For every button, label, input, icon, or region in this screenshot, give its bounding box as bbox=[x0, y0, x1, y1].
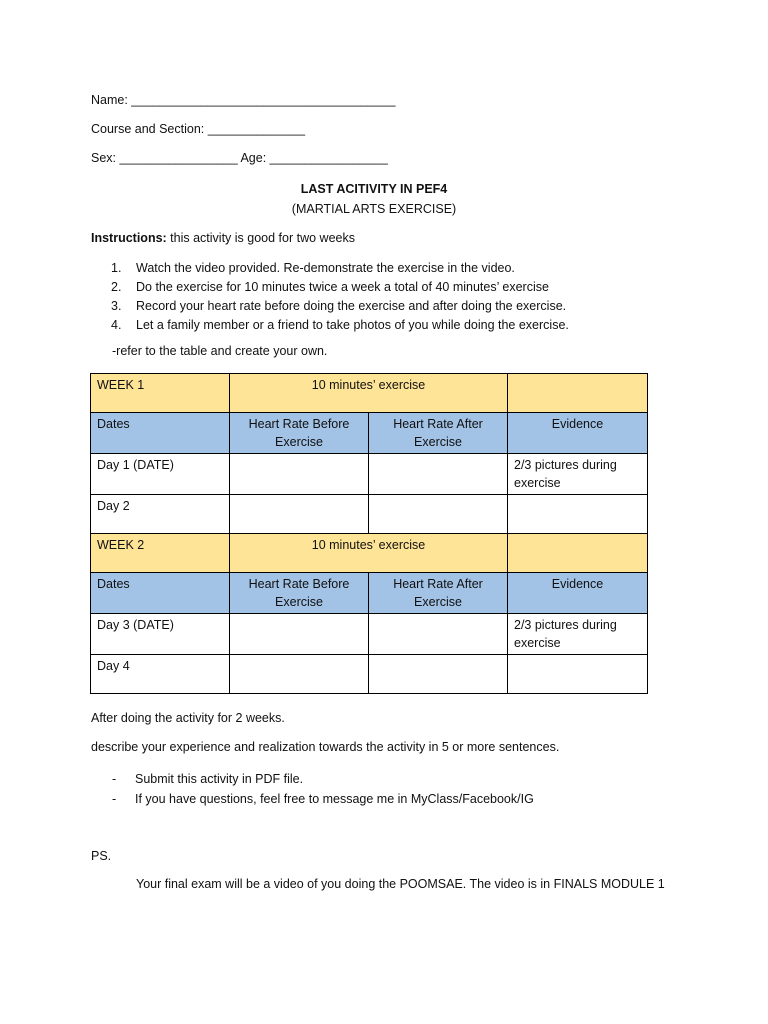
step-text: Let a family member or a friend to take photos of you while doing the exercise. bbox=[136, 318, 569, 332]
hr-before-cell bbox=[230, 454, 369, 495]
step-item bbox=[111, 316, 569, 335]
final-exam-note: Your final exam will be a video of you doing the POOMSAE. The video is in FINALS MODULE 1 bbox=[136, 877, 665, 891]
hr-before-cell bbox=[230, 655, 369, 694]
table-row bbox=[91, 655, 648, 694]
week-empty-cell bbox=[508, 374, 648, 413]
instructions bbox=[91, 231, 355, 245]
header-hr-after: Heart Rate After Exercise bbox=[369, 413, 508, 454]
refer-note: -refer to the table and create your own. bbox=[112, 344, 328, 358]
header-hr-after: Heart Rate After Exercise bbox=[369, 573, 508, 614]
step-text: Do the exercise for 10 minutes twice a week a total of 40 minutes’ exercise bbox=[136, 280, 549, 294]
step-text: Record your heart rate before doing the exercise and after doing the exercise. bbox=[136, 299, 567, 313]
instructions-label: Instructions: bbox=[91, 231, 167, 245]
week-row bbox=[91, 534, 648, 573]
day-label: Day 4 bbox=[91, 655, 230, 694]
day-label: Day 2 bbox=[91, 495, 230, 534]
submission-notes bbox=[112, 769, 534, 809]
header-hr-before: Heart Rate Before Exercise bbox=[230, 413, 369, 454]
table-row bbox=[91, 614, 648, 655]
ps-label: PS. bbox=[91, 849, 112, 863]
describe-text: describe your experience and realization towards the activity in 5 or more sentences. bbox=[91, 740, 560, 754]
header-row bbox=[91, 573, 648, 614]
document-subtitle: (MARTIAL ARTS EXERCISE) bbox=[291, 202, 457, 216]
dash-bullet: - bbox=[112, 792, 117, 806]
course-section-field: Course and Section: ______________ bbox=[91, 122, 306, 136]
evidence-cell bbox=[508, 655, 648, 694]
hr-after-cell bbox=[369, 614, 508, 655]
week-label: WEEK 1 bbox=[91, 374, 230, 413]
after-activity-text: After doing the activity for 2 weeks. bbox=[91, 711, 285, 725]
step-item bbox=[111, 259, 569, 278]
week-row bbox=[91, 374, 648, 413]
evidence-cell: 2/3 pictures during exercise bbox=[508, 614, 648, 655]
step-item bbox=[111, 278, 569, 297]
step-item bbox=[111, 297, 569, 316]
step-number: 3. bbox=[111, 299, 122, 313]
header-hr-before: Heart Rate Before Exercise bbox=[230, 573, 369, 614]
step-number: 2. bbox=[111, 280, 122, 294]
exercise-log-table bbox=[90, 373, 648, 694]
week-empty-cell bbox=[508, 534, 648, 573]
table-row bbox=[91, 495, 648, 534]
name-field: Name: ______________________________________ bbox=[91, 93, 396, 107]
header-dates: Dates bbox=[91, 573, 230, 614]
header-evidence: Evidence bbox=[508, 573, 648, 614]
table-row bbox=[91, 454, 648, 495]
hr-before-cell bbox=[230, 614, 369, 655]
list-item bbox=[112, 769, 534, 789]
week-label: WEEK 2 bbox=[91, 534, 230, 573]
hr-after-cell bbox=[369, 454, 508, 495]
header-row bbox=[91, 413, 648, 454]
day-label: Day 1 (DATE) bbox=[91, 454, 230, 495]
document-title: LAST ACITIVITY IN PEF4 bbox=[300, 182, 448, 196]
hr-after-cell bbox=[369, 655, 508, 694]
header-evidence: Evidence bbox=[508, 413, 648, 454]
step-number: 1. bbox=[111, 261, 122, 275]
list-item-text: If you have questions, feel free to message me in MyClass/Facebook/IG bbox=[135, 792, 534, 806]
week-minutes: 10 minutes’ exercise bbox=[230, 374, 508, 413]
dash-bullet: - bbox=[112, 772, 117, 786]
hr-before-cell bbox=[230, 495, 369, 534]
week-minutes: 10 minutes’ exercise bbox=[230, 534, 508, 573]
step-text: Watch the video provided. Re-demonstrate the exercise in the video. bbox=[136, 261, 515, 275]
instruction-steps bbox=[111, 259, 569, 335]
hr-after-cell bbox=[369, 495, 508, 534]
list-item bbox=[112, 789, 534, 809]
list-item-text: Submit this activity in PDF file. bbox=[135, 772, 304, 786]
header-dates: Dates bbox=[91, 413, 230, 454]
instructions-text: this activity is good for two weeks bbox=[166, 231, 355, 245]
evidence-cell: 2/3 pictures during exercise bbox=[508, 454, 648, 495]
evidence-cell bbox=[508, 495, 648, 534]
day-label: Day 3 (DATE) bbox=[91, 614, 230, 655]
step-number: 4. bbox=[111, 318, 122, 332]
sex-age-field: Sex: _________________ Age: _________________ bbox=[91, 151, 388, 165]
